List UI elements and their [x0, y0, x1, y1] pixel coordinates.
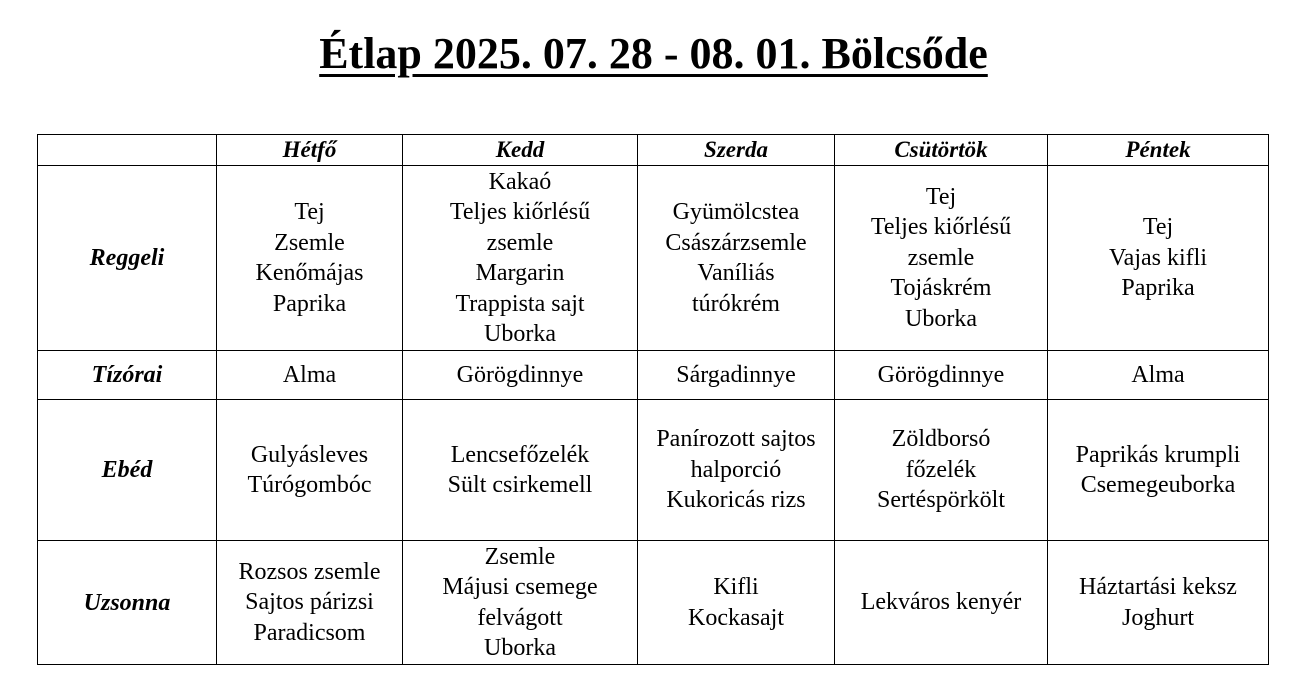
- menu-item: Zsemle: [274, 229, 345, 256]
- menu-item: Alma: [1131, 361, 1185, 388]
- menu-item: Uborka: [484, 635, 556, 661]
- menu-item: túrókrém: [692, 290, 780, 317]
- menu-item: zsemle: [907, 244, 975, 271]
- menu-item: Sárgadinnye: [676, 361, 796, 388]
- meal-row-reggeli: [38, 166, 1269, 351]
- menu-item: főzelék: [905, 456, 977, 483]
- menu-item: Májusi csemege: [442, 574, 598, 600]
- menu-item: Túrógombóc: [247, 472, 372, 498]
- page-title: Étlap 2025. 07. 28 - 08. 01. Bölcsőde: [319, 29, 988, 78]
- menu-cell: [638, 351, 835, 400]
- menu-cell: [1048, 400, 1269, 541]
- menu-item: Tej: [1142, 214, 1174, 241]
- menu-item: Császárzsemle: [665, 229, 807, 256]
- menu-item: Alma: [282, 361, 337, 388]
- day-header: Hétfő: [217, 135, 403, 166]
- menu-cell: [217, 541, 403, 665]
- corner-cell: [38, 135, 217, 166]
- menu-item: Kifli: [713, 574, 759, 600]
- menu-item: Kakaó: [488, 168, 552, 195]
- menu-item: Kukoricás rizs: [666, 487, 806, 514]
- menu-item: Uborka: [484, 321, 556, 347]
- menu-cell: [403, 400, 638, 541]
- meal-label: Uzsonna: [38, 541, 217, 665]
- menu-item: Teljes kiőrlésű: [449, 199, 591, 225]
- menu-cell: [217, 400, 403, 541]
- day-header: Csütörtök: [835, 135, 1048, 166]
- menu-item: Panírozott sajtos: [656, 426, 816, 453]
- menu-cell: [638, 541, 835, 665]
- menu-cell: [1048, 166, 1269, 351]
- menu-item: Rozsos zsemle: [238, 558, 381, 585]
- menu-item: Lencsefőzelék: [450, 441, 590, 468]
- day-header: Kedd: [403, 135, 638, 166]
- day-header: Péntek: [1048, 135, 1269, 166]
- menu-item: zsemle: [486, 229, 554, 256]
- menu-cell: [217, 166, 403, 351]
- menu-cell: [835, 351, 1048, 400]
- menu-cell: [403, 166, 638, 351]
- menu-item: Vaníliás: [697, 260, 775, 286]
- menu-item: Sült csirkemell: [447, 472, 593, 498]
- meal-label: Ebéd: [38, 400, 217, 541]
- header-row: [38, 135, 1269, 166]
- menu-cell: [835, 400, 1048, 541]
- menu-item: Joghurt: [1122, 604, 1194, 631]
- menu-item: Paprika: [1121, 275, 1195, 302]
- menu-item: Sertéspörkölt: [877, 487, 1005, 514]
- menu-item: felvágott: [477, 604, 563, 631]
- menu-item: Tojáskrém: [890, 275, 992, 302]
- menu-item: Görögdinnye: [456, 361, 584, 388]
- menu-item: Paradicsom: [253, 619, 366, 646]
- menu-item: Zöldborsó: [891, 426, 991, 453]
- menu-item: Görögdinnye: [877, 361, 1005, 388]
- menu-item: Kenőmájas: [255, 260, 364, 286]
- meal-row-ebed: [38, 400, 1269, 541]
- menu-item: Csemegeuborka: [1080, 472, 1236, 498]
- menu-item: Gulyásleves: [250, 441, 369, 468]
- menu-cell: [835, 166, 1048, 351]
- meal-label: Tízórai: [38, 351, 217, 400]
- menu-item: Lekváros kenyér: [860, 589, 1022, 616]
- menu-item: Vajas kifli: [1109, 244, 1207, 271]
- menu-cell: [638, 166, 835, 351]
- day-header: Szerda: [638, 135, 835, 166]
- menu-item: Margarin: [475, 260, 565, 286]
- menu-item: halporció: [690, 456, 782, 483]
- menu-cell: [835, 541, 1048, 665]
- meal-row-tizorai: [38, 351, 1269, 400]
- meal-label: Reggeli: [38, 166, 217, 351]
- menu-cell: [403, 351, 638, 400]
- menu-item: Tej: [925, 183, 957, 210]
- menu-item: Gyümölcstea: [672, 199, 800, 225]
- menu-cell: [638, 400, 835, 541]
- menu-cell: [217, 351, 403, 400]
- meal-row-uzsonna: [38, 541, 1269, 665]
- menu-item: Zsemle: [484, 543, 556, 570]
- menu-item: Teljes kiőrlésű: [870, 214, 1012, 241]
- menu-cell: [1048, 351, 1269, 400]
- menu-item: Sajtos párizsi: [245, 589, 374, 616]
- menu-item: Paprikás krumpli: [1075, 441, 1241, 468]
- menu-item: Trappista sajt: [455, 290, 585, 317]
- menu-item: Kockasajt: [688, 604, 784, 631]
- menu-cell: [1048, 541, 1269, 665]
- menu-item: Háztartási keksz: [1079, 574, 1237, 600]
- menu-item: Tej: [294, 199, 325, 225]
- menu-item: Uborka: [905, 305, 977, 332]
- menu-item: Paprika: [272, 290, 347, 317]
- menu-table: [37, 134, 1269, 665]
- menu-cell: [403, 541, 638, 665]
